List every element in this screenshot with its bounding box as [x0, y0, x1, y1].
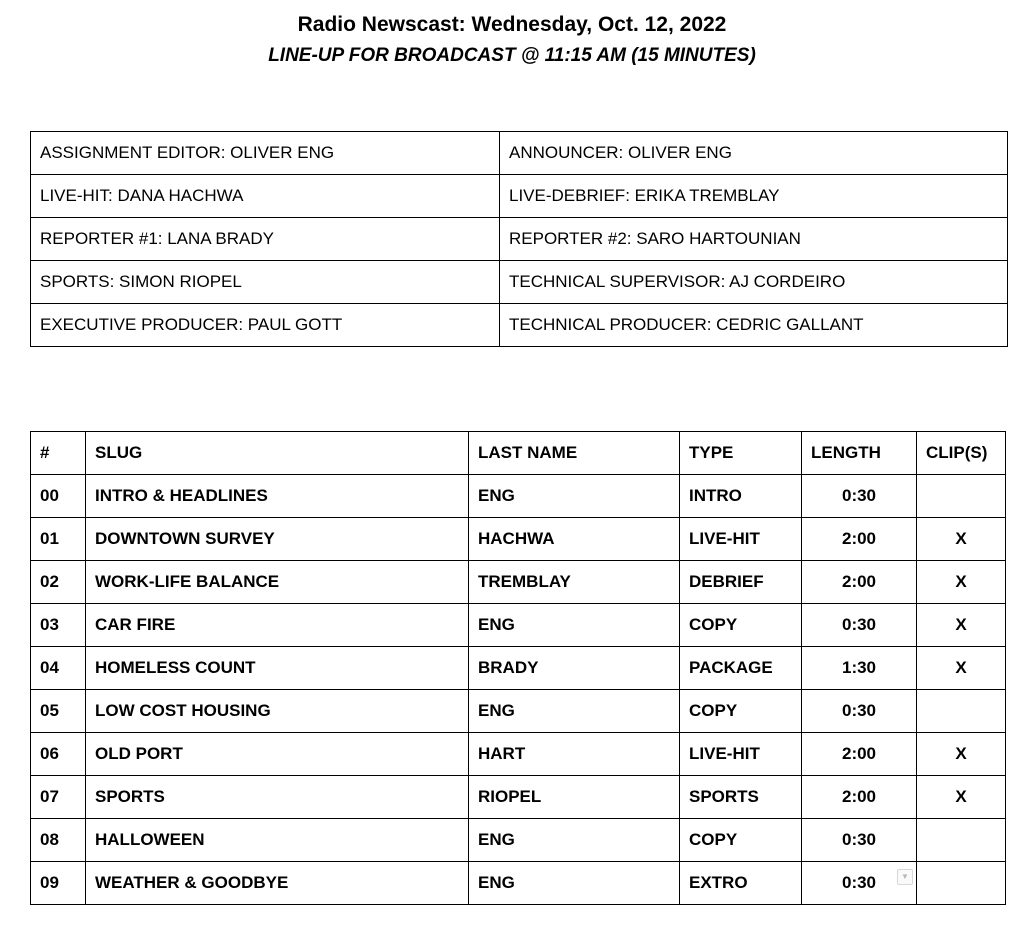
cell-number[interactable]: 04 — [31, 647, 86, 690]
column-header-last-name[interactable]: LAST NAME — [469, 432, 680, 475]
cell-number[interactable]: 01 — [31, 518, 86, 561]
lineup-row — [31, 561, 1006, 604]
crew-table — [30, 131, 1008, 347]
column-header-slug[interactable]: SLUG — [86, 432, 469, 475]
cell-type[interactable]: DEBRIEF — [680, 561, 802, 604]
cell-length[interactable]: 2:00 — [802, 733, 917, 776]
cell-last-name[interactable]: TREMBLAY — [469, 561, 680, 604]
column-header-clips[interactable]: CLIP(S) — [917, 432, 1006, 475]
lineup-row — [31, 690, 1006, 733]
crew-cell-technical-supervisor[interactable]: TECHNICAL SUPERVISOR: AJ CORDEIRO — [500, 261, 1008, 304]
lineup-row — [31, 518, 1006, 561]
cell-slug[interactable]: WEATHER & GOODBYE — [86, 862, 469, 905]
cell-slug[interactable]: INTRO & HEADLINES — [86, 475, 469, 518]
cell-type[interactable]: COPY — [680, 604, 802, 647]
cell-length[interactable]: 0:30 — [802, 819, 917, 862]
cell-length[interactable]: 2:00 — [802, 561, 917, 604]
cell-clips[interactable]: X — [917, 647, 1006, 690]
cell-clips[interactable]: X — [917, 776, 1006, 819]
cell-length-value: 0:30 — [841, 873, 877, 892]
cell-last-name[interactable]: ENG — [469, 475, 680, 518]
cell-last-name[interactable]: HACHWA — [469, 518, 680, 561]
cell-type[interactable]: EXTRO — [680, 862, 802, 905]
crew-cell-reporter-2[interactable]: REPORTER #2: SARO HARTOUNIAN — [500, 218, 1008, 261]
cell-length[interactable]: 2:00 — [802, 776, 917, 819]
cell-slug[interactable]: WORK-LIFE BALANCE — [86, 561, 469, 604]
cell-type[interactable]: PACKAGE — [680, 647, 802, 690]
lineup-row — [31, 604, 1006, 647]
cell-last-name[interactable]: ENG — [469, 819, 680, 862]
lineup-row — [31, 819, 1006, 862]
cell-clips[interactable] — [917, 690, 1006, 733]
crew-row — [31, 261, 1008, 304]
cell-type[interactable]: COPY — [680, 819, 802, 862]
cell-last-name[interactable]: ENG — [469, 690, 680, 733]
cell-length[interactable]: 1:30 — [802, 647, 917, 690]
cell-slug[interactable]: LOW COST HOUSING — [86, 690, 469, 733]
crew-cell-executive-producer[interactable]: EXECUTIVE PRODUCER: PAUL GOTT — [31, 304, 500, 347]
page-subtitle: LINE-UP FOR BROADCAST @ 11:15 AM (15 MINUTES) — [268, 45, 756, 66]
cell-last-name[interactable]: ENG — [469, 604, 680, 647]
cell-clips[interactable]: X — [917, 733, 1006, 776]
cell-number[interactable]: 05 — [31, 690, 86, 733]
lineup-row — [31, 862, 1006, 905]
cell-last-name[interactable]: HART — [469, 733, 680, 776]
dropdown-arrow-icon[interactable]: ▼ — [897, 869, 913, 885]
crew-cell-live-hit[interactable]: LIVE-HIT: DANA HACHWA — [31, 175, 500, 218]
crew-row — [31, 132, 1008, 175]
cell-clips[interactable]: X — [917, 561, 1006, 604]
lineup-header-row — [31, 432, 1006, 475]
cell-length[interactable]: 0:30 — [802, 475, 917, 518]
cell-slug[interactable]: HALLOWEEN — [86, 819, 469, 862]
cell-last-name[interactable]: BRADY — [469, 647, 680, 690]
cell-slug[interactable]: HOMELESS COUNT — [86, 647, 469, 690]
cell-number[interactable]: 03 — [31, 604, 86, 647]
page-title: Radio Newscast: Wednesday, Oct. 12, 2022 — [297, 13, 727, 36]
crew-cell-announcer[interactable]: ANNOUNCER: OLIVER ENG — [500, 132, 1008, 175]
cell-slug[interactable]: CAR FIRE — [86, 604, 469, 647]
column-header-type[interactable]: TYPE — [680, 432, 802, 475]
cell-number[interactable]: 02 — [31, 561, 86, 604]
cell-type[interactable]: SPORTS — [680, 776, 802, 819]
cell-slug[interactable]: SPORTS — [86, 776, 469, 819]
cell-number[interactable]: 08 — [31, 819, 86, 862]
cell-clips[interactable] — [917, 819, 1006, 862]
lineup-row — [31, 733, 1006, 776]
crew-cell-reporter-1[interactable]: REPORTER #1: LANA BRADY — [31, 218, 500, 261]
crew-cell-assignment-editor[interactable]: ASSIGNMENT EDITOR: OLIVER ENG — [31, 132, 500, 175]
cell-clips[interactable] — [917, 862, 1006, 905]
cell-slug[interactable]: DOWNTOWN SURVEY — [86, 518, 469, 561]
column-header-length[interactable]: LENGTH — [802, 432, 917, 475]
lineup-row — [31, 475, 1006, 518]
crew-row — [31, 218, 1008, 261]
crew-row — [31, 304, 1008, 347]
cell-type[interactable]: LIVE-HIT — [680, 733, 802, 776]
crew-cell-sports[interactable]: SPORTS: SIMON RIOPEL — [31, 261, 500, 304]
crew-cell-live-debrief[interactable]: LIVE-DEBRIEF: ERIKA TREMBLAY — [500, 175, 1008, 218]
cell-length[interactable]: 0:30 — [802, 690, 917, 733]
cell-type[interactable]: INTRO — [680, 475, 802, 518]
cell-number[interactable]: 09 — [31, 862, 86, 905]
cell-clips[interactable]: X — [917, 604, 1006, 647]
lineup-row — [31, 776, 1006, 819]
cell-last-name[interactable]: ENG — [469, 862, 680, 905]
cell-type[interactable]: LIVE-HIT — [680, 518, 802, 561]
cell-slug[interactable]: OLD PORT — [86, 733, 469, 776]
cell-last-name[interactable]: RIOPEL — [469, 776, 680, 819]
column-header-number[interactable]: # — [31, 432, 86, 475]
cell-length-selected[interactable] — [802, 862, 917, 905]
cell-length[interactable]: 2:00 — [802, 518, 917, 561]
lineup-row — [31, 647, 1006, 690]
cell-type[interactable]: COPY — [680, 690, 802, 733]
lineup-table — [30, 431, 1006, 905]
cell-length[interactable]: 0:30 — [802, 604, 917, 647]
cell-number[interactable]: 07 — [31, 776, 86, 819]
crew-cell-technical-producer[interactable]: TECHNICAL PRODUCER: CEDRIC GALLANT — [500, 304, 1008, 347]
cell-clips[interactable]: X — [917, 518, 1006, 561]
cell-number[interactable]: 06 — [31, 733, 86, 776]
cell-number[interactable]: 00 — [31, 475, 86, 518]
crew-row — [31, 175, 1008, 218]
cell-clips[interactable] — [917, 475, 1006, 518]
